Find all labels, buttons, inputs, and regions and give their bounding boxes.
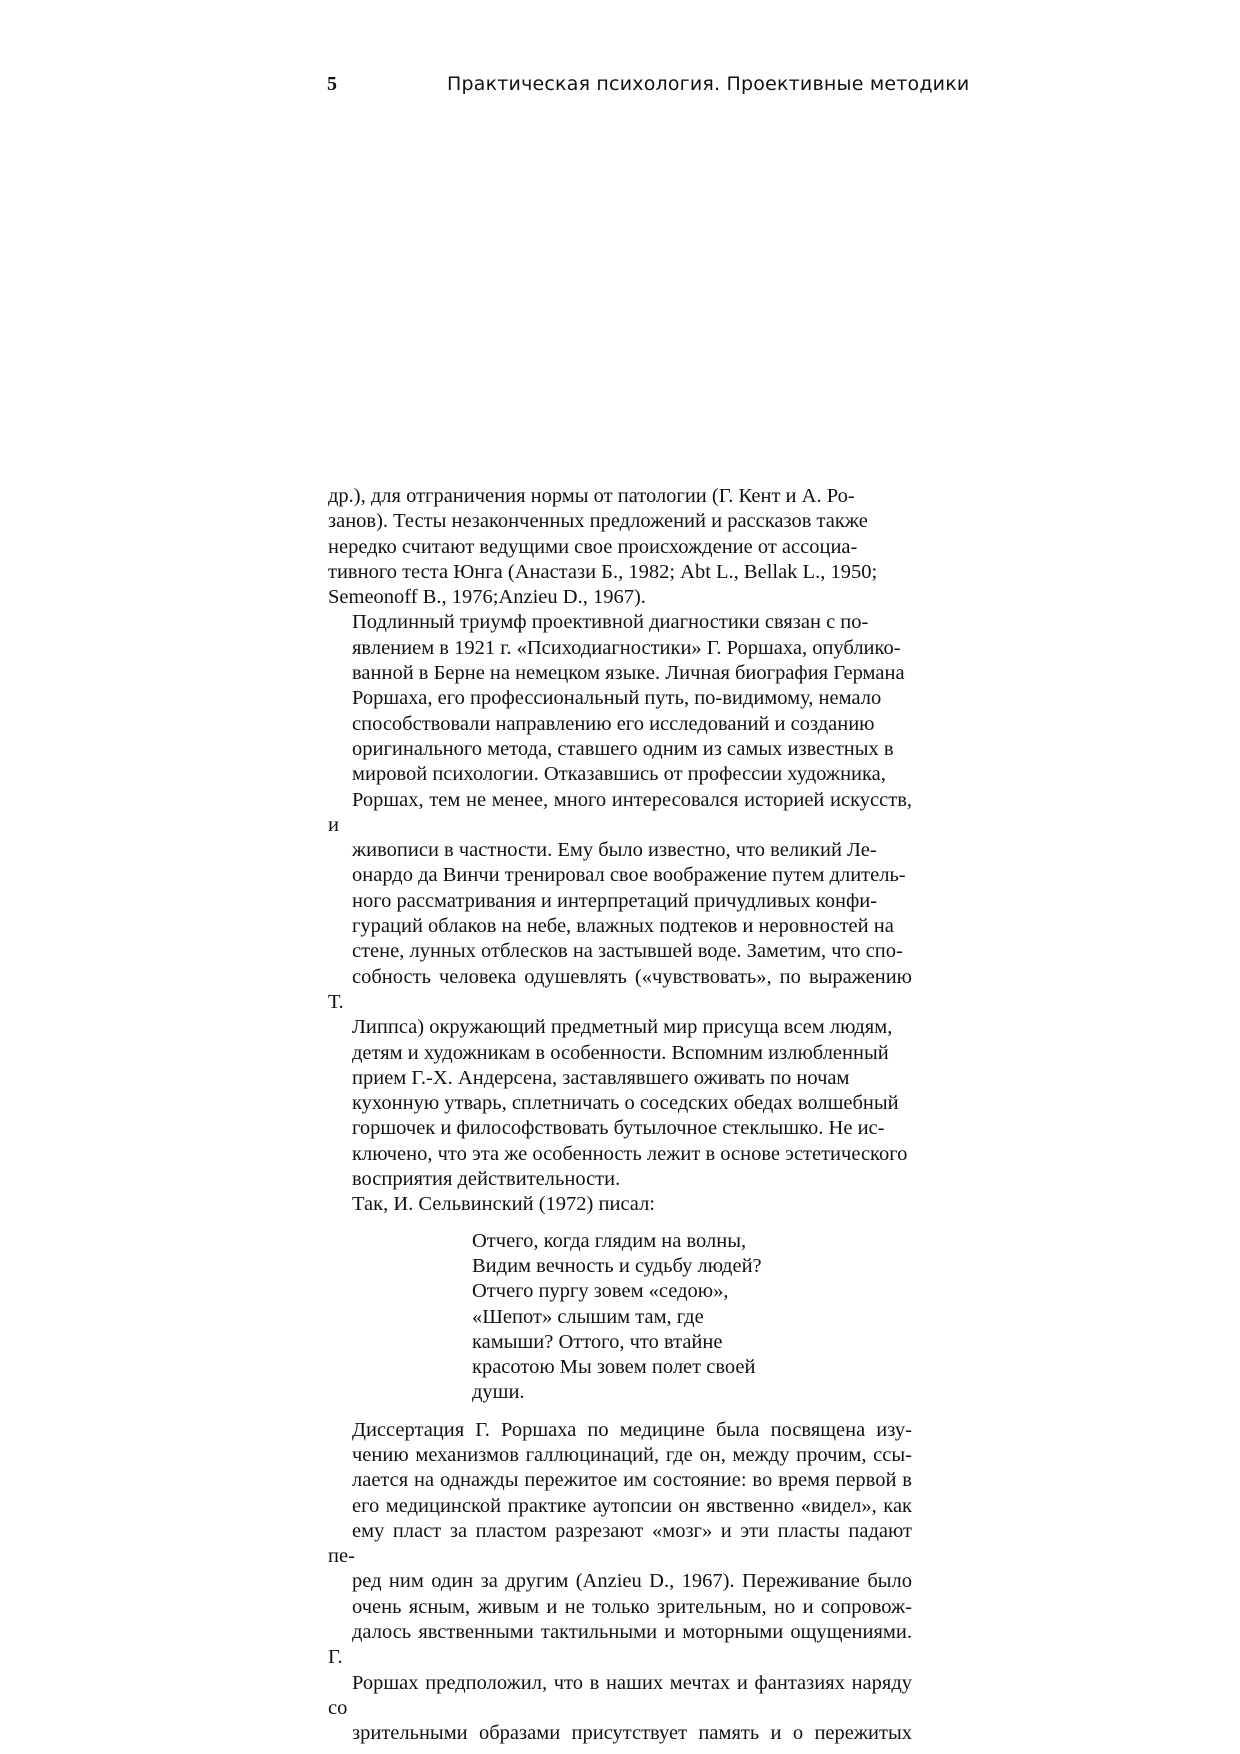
paragraph-1 [328,484,912,610]
text-line: гураций облаков на небе, влажных подтеков и неровностей на [352,915,894,938]
text-line: живописи в частности. Ему было известно, что великий Ле- [352,839,877,862]
text-line: тивного теста Юнга (Анастази Б., 1982; Abt L., Bellak L., 1950; [328,560,878,583]
text-line: Подлинный триумф проективной диагностики связан с по- [352,611,869,634]
text-line: Роршах предположил, что в наших мечтах и фантазиях наряду со [328,1671,912,1719]
text-line: нередко считают ведущими свое происхождение от ассоциа- [328,535,858,558]
text-line: оригинального метода, ставшего одним из самых известных в [352,737,894,760]
text-line: др.), для отграничения нормы от патологии (Г. Кент и А. Ро- [328,485,855,507]
text-line: ного рассматривания и интерпретаций причудливых конфи- [352,889,878,912]
text-line: восприятия действительности. [352,1168,621,1191]
text-line: Semeonoff B., 1976;Anzieu D., 1967). [328,586,646,609]
text-line: ему пласт за пластом разрезают «мозг» и эти пласты падают пе- [328,1519,912,1568]
text-line: онардо да Винчи тренировал свое воображение путем длитель- [352,864,906,887]
text-line: ванной в Берне на немецком языке. Личная биография Германа [352,662,905,685]
text-line: Диссертация Г. Роршаха по медицине была посвящена изу- [352,1418,912,1441]
poem-line: камыши? Оттого, что втайне [472,1330,723,1353]
text-line: кухонную утварь, сплетничать о соседских обедах волшебный [352,1092,899,1115]
text-line: лается на однажды пережитое им состояние: во время первой в [352,1469,912,1492]
text-line: занов). Тесты незаконченных предложений и рассказов также [328,510,868,533]
text-line: стене, лунных отблесков на застывшей воде. Заметим, что спо- [352,940,903,963]
text-line: далось явственными тактильными и моторными ощущениями. Г. [328,1621,912,1669]
poem-line: «Шепот» слышим там, где [472,1305,704,1328]
poem-line: Видим вечность и судьбу людей? [472,1254,762,1277]
text-line: детям и художникам в особенности. Вспомним излюбленный [352,1041,889,1064]
text-line: горшочек и философствовать бутылочное стеклышко. Не ис- [352,1117,885,1140]
poem-line: Отчего, когда глядим на волны, [472,1229,747,1252]
paragraph-4 [328,1418,912,1747]
poem-line: души. [472,1381,525,1404]
text-line: явлением в 1921 г. «Психодиагностики» Г. Роршаха, опублико- [352,636,901,659]
text-line: Роршаха, его профессиональный путь, по-видимому, немало [352,687,882,710]
text-line: его медицинской практике аутопсии он явственно «видел», как [352,1494,912,1517]
text-line: собность человека одушевлять («чувствовать», по выражению Т. [328,965,912,1013]
text-line: Роршах, тем не менее, много интересовался историей искусств, и [328,788,912,836]
running-title: Практическая психология. Проективные методики [447,73,970,95]
text-line: очень ясным, живым и не только зрительным, но и сопровож- [352,1595,912,1618]
poem-line: красотою Мы зовем полет своей [472,1356,756,1379]
paragraph-2 [328,610,912,1192]
text-line: мировой психологии. Отказавшись от профессии художника, [352,763,886,786]
text-line: способствовали направлению его исследований и созданию [352,712,875,735]
page-number: 5 [327,73,337,95]
text-line: прием Г.-Х. Андерсена, заставлявшего оживать по ночам [352,1066,850,1089]
poem [472,1229,792,1406]
text-line: ключено, что эта же особенность лежит в основе эстетического [352,1142,908,1165]
text-line: Липпса) окружающий предметный мир присуща всем людям, [352,1016,893,1039]
body-text [328,484,912,1747]
paragraph-3: Так, И. Сельвинский (1972) писал: [352,1193,655,1216]
text-line: чению механизмов галлюцинаций, где он, между прочим, ссы- [352,1443,912,1466]
text-line: зрительными образами присутствует память и о пережитых [352,1722,912,1745]
text-line: ред ним один за другим (Anzieu D., 1967). Переживание было [352,1570,912,1593]
poem-line: Отчего пургу зовем «седою», [472,1280,729,1303]
